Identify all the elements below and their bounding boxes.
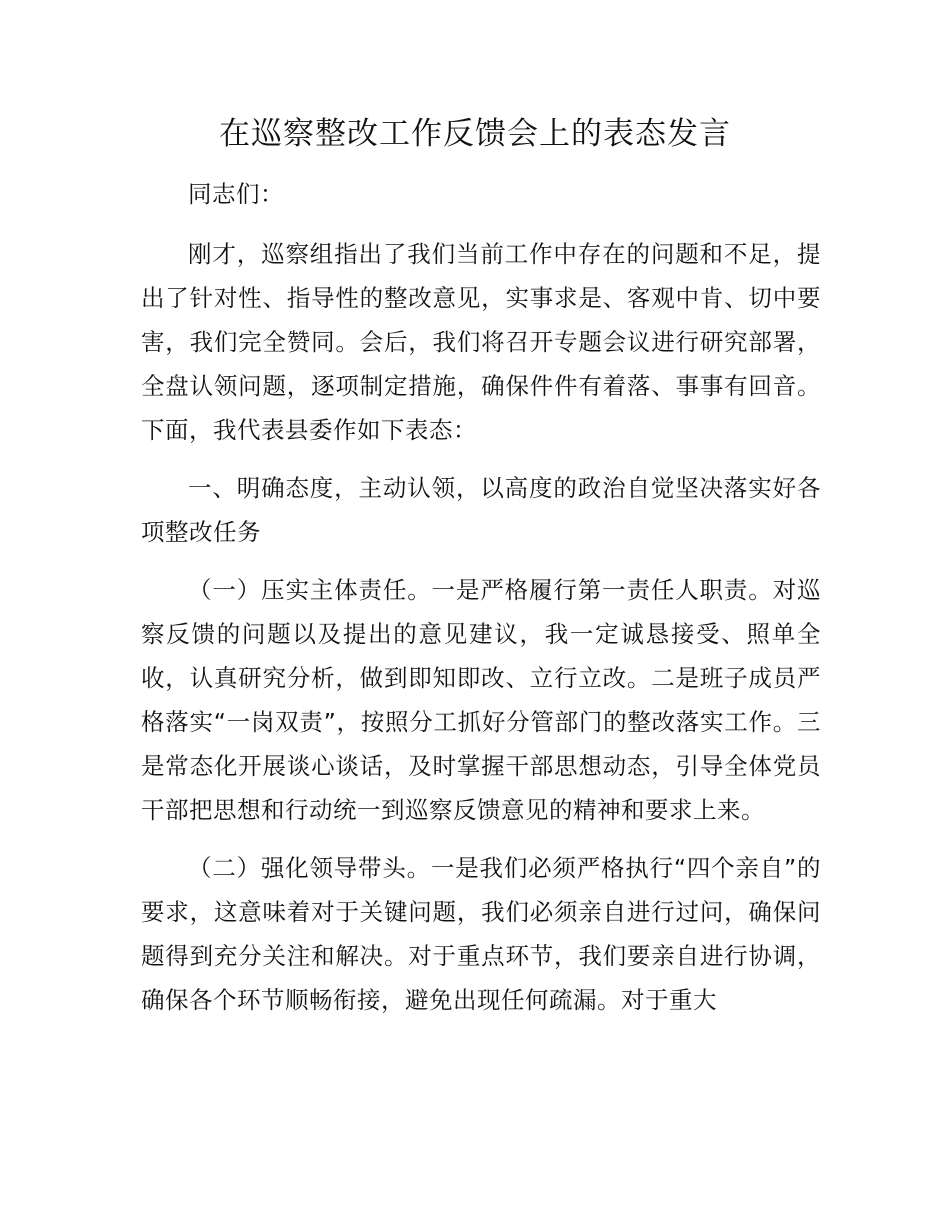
document-title: 在巡察整改工作反馈会上的表态发言 (219, 116, 731, 152)
salutation: 同志们： (188, 180, 284, 208)
paragraph-subsection-2: （二）强化领导带头。一是我们必须严格执行“四个亲自”的要求，这意味着对于关键问题，我们必须亲自进行过问，确保问题得到充分关注和解决。对于重点环节，我们要亲自进行协调，确保各个环节顺畅衔接，避免出现任何疏漏。对于重大 (141, 854, 821, 1014)
section-heading-1: 一、明确态度，主动认领，以高度的政治自觉坚决落实好各项整改任务 (141, 474, 821, 546)
paragraph-intro: 刚才，巡察组指出了我们当前工作中存在的问题和不足，提出了针对性、指导性的整改意见，实事求是、客观中肯、切中要害，我们完全赞同。会后，我们将召开专题会议进行研究部署，全盘认领问题，逐项制定措施，确保件件有着落、事事有回音。下面，我代表县委作如下表态： (141, 240, 821, 444)
document-body (141, 172, 821, 1036)
paragraph-subsection-1: （一）压实主体责任。一是严格履行第一责任人职责。对巡察反馈的问题以及提出的意见建议，我一定诚恳接受、照单全收，认真研究分析，做到即知即改、立行立改。二是班子成员严格落实“一岗双责”，按照分工抓好分管部门的整改落实工作。三是常态化开展谈心谈话，及时掌握干部思想动态，引导全体党员干部把思想和行动统一到巡察反馈意见的精神和要求上来。 (141, 576, 821, 824)
